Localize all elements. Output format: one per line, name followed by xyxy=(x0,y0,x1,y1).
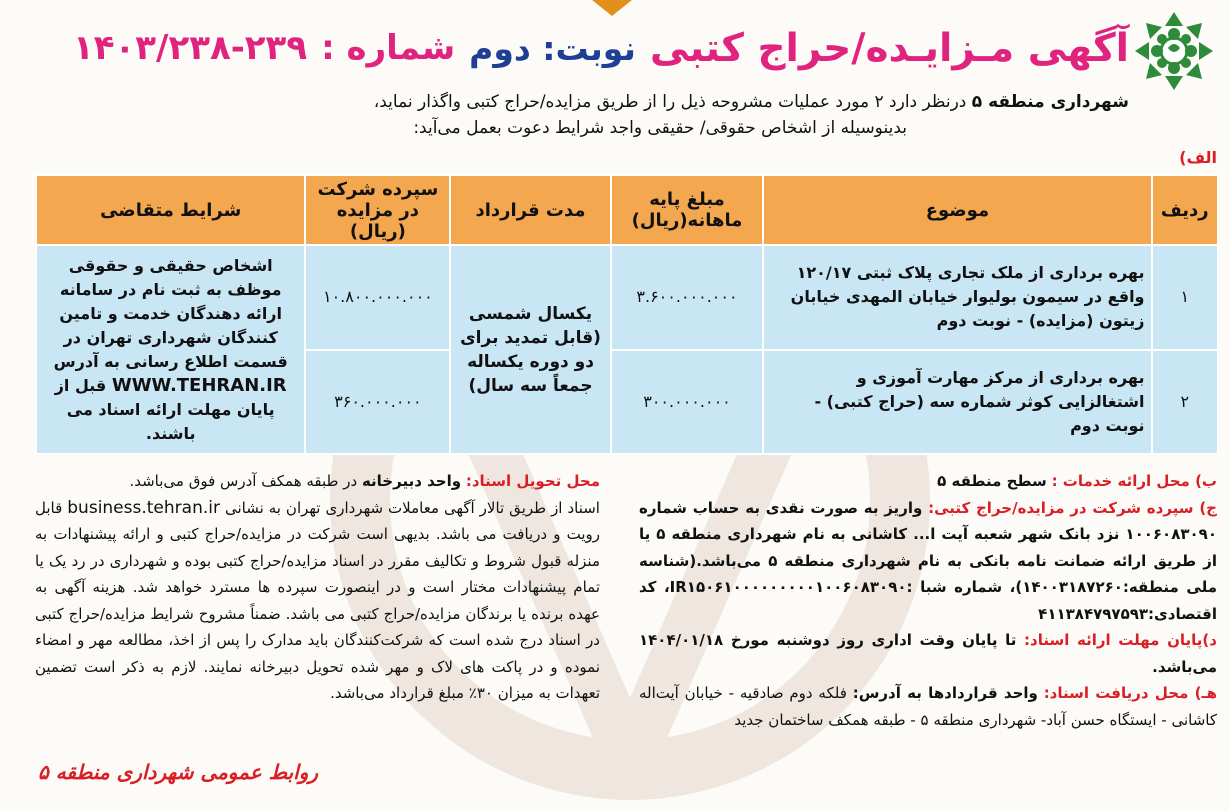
documents-pickup-address: فلکه دوم صادقیه - خیابان آیت‌اله کاشانی - ایستگاه حسن آباد- شهرداری منطقه ۵ - طبقه همکف ساختمان جدید xyxy=(639,684,1217,729)
conditions-tail: قبل از پایان مهلت ارائه اسناد می باشند. xyxy=(54,375,275,443)
contract-duration: یکسال شمسی (قابل تمدید برای دو دوره یکساله جمعاً سه سال) xyxy=(450,245,610,454)
deposit-terms xyxy=(639,495,1217,628)
deadline-label: د)پایان مهلت ارائه اسناد: xyxy=(1024,631,1217,649)
section-a-label: الف) xyxy=(1179,148,1217,167)
row-subject: بهره برداری از مرکز مهارت آموزی و اشتغالزایی کوثر شماره سه (حراج کتبی) - نوبت دوم xyxy=(763,350,1151,455)
terms-column xyxy=(639,468,1217,733)
table-row xyxy=(36,245,1218,350)
service-location-value: سطح منطقه ۵ xyxy=(937,472,1047,490)
col-header-deposit: سپرده شرکت در مزایده (ریال) xyxy=(305,175,450,245)
row-number: ۱ xyxy=(1152,245,1219,350)
deposit-terms-label: ج) سپرده شرکت در مزایده/حراج کتبی: xyxy=(928,498,1217,517)
title-number: ۱۴۰۳/۲۳۸-۲۳۹ xyxy=(73,28,308,68)
row-subject: بهره برداری از ملک تجاری پلاک ثبتی ۱۲۰/۱۷ واقع در سیمون بولیوار خیابان المهدی خیابان زیتون (مزایده) - نوبت دوم xyxy=(763,245,1151,350)
documents-text-body: قابل رویت و دریافت می باشد. بدیهی است شرکت در مزایده/حراج کتبی و ارائه پیشنهادات به منزله قبول شروط و تکالیف مقرر در اسناد مزایده/حراج کتبی بوده و شهرداری در رد یک یا تمام پیشنهادات مختار است و در اینصورت سپرده ها مسترد خواهد شد. هزینه آگهی به عهده برنده یا برندگان مزایده/حراج کتبی می باشد. ضمناً مشروح شرایط مزایده/حراج کتبی در اسناد درج شده است که شرکت‌کنندگان باید مدارک را پس از اخذ، مطالعه مهر و امضاء نموده و در پاکت های لاک و مهر شده تحویل دبیرخانه نمایند. لازم به ذکر است تضمین تعهدات به میزان ۳۰٪ مبلغ قرارداد می‌باشد. xyxy=(35,498,600,702)
intro-text: درنظر دارد ۲ مورد عملیات مشروحه ذیل را از طریق مزایده/حراج کتبی واگذار نماید، xyxy=(373,92,967,112)
conditions-text: اشخاص حقیقی و حقوقی موظف به ثبت نام در سامانه ارائه دهندگان خدمت و تامین کنندگان شهرداری تهران در قسمت اطلاع رسانی به آدرس xyxy=(53,255,288,371)
title-main: آگهی مـزایـده/حراج کتبی xyxy=(649,25,1129,71)
public-relations-signature: روابط عمومی شهرداری منطقه ۵ xyxy=(38,760,319,784)
title-number-label: شماره : xyxy=(321,28,456,68)
service-location xyxy=(639,468,1217,495)
documents-pickup-label: هـ) محل دریافت اسناد: xyxy=(1043,684,1218,702)
tehran-municipality-logo-icon xyxy=(1133,10,1215,92)
top-tab-marker xyxy=(592,0,632,16)
deadline xyxy=(639,627,1217,680)
col-header-row: ردیف xyxy=(1152,175,1219,245)
documents-info-column xyxy=(35,468,600,707)
row-base-price: ۳.۶۰۰.۰۰۰.۰۰۰ xyxy=(611,245,764,350)
row-number: ۲ xyxy=(1152,350,1219,455)
col-header-subject: موضوع xyxy=(763,175,1151,245)
business-portal-link[interactable]: business.tehran.ir xyxy=(67,497,220,518)
documents-text-start: اسناد از طریق تالار آگهی معاملات شهرداری تهران به نشانی xyxy=(224,498,600,517)
col-header-base-price: مبلغ پایه ماهانه(ریال) xyxy=(611,175,764,245)
applicant-conditions xyxy=(36,245,305,454)
row-base-price: ۳۰۰.۰۰۰.۰۰۰ xyxy=(611,350,764,455)
table-header-row xyxy=(36,175,1218,245)
delivery-text: در طبقه همکف آدرس فوق می‌باشد. xyxy=(129,472,358,490)
documents-pickup xyxy=(639,680,1217,733)
intro-paragraph xyxy=(119,88,1129,116)
intro-line-2: بدینوسیله از اشخاص حقوقی/ حقیقی واجد شرایط دعوت بعمل می‌آید: xyxy=(413,118,907,138)
documents-pickup-unit: واحد قراردادها به آدرس: xyxy=(852,684,1038,702)
col-header-conditions: شرایط متقاضی xyxy=(36,175,305,245)
service-location-label: ب) محل ارائه خدمات : xyxy=(1051,472,1217,490)
intro-municipality: شهرداری منطقه ۵ xyxy=(971,92,1129,112)
delivery-label: محل تحویل اسناد: xyxy=(465,472,600,490)
row-deposit: ۳۶۰.۰۰۰.۰۰۰ xyxy=(305,350,450,455)
auction-items-table xyxy=(35,174,1219,455)
title-round: نوبت: دوم xyxy=(469,28,636,68)
deadline-value: تا پایان وقت اداری روز دوشنبه مورخ ۱۴۰۴/۰۱/۱۸ می‌باشد. xyxy=(639,631,1217,676)
col-header-duration: مدت قرارداد xyxy=(450,175,610,245)
deposit-terms-value: واریز به صورت نقدی به حساب شماره ۱۰۰۶۰۸۳۰۹۰ نزد بانک شهر شعبه آیت ا... کاشانی به نام شهرداری منطقه ۵ یا از طریق ارائه ضمانت نامه بانکی به نام شهرداری منطقه ۵ می‌باشد.(شناسه ملی منطقه:۱۴۰۰۳۱۸۷۲۶۰)، شماره شبا :IR۱۵۰۶۱۰۰۰۰۰۰۰۰۰۱۰۰۶۰۸۳۰۹۰، کد اقتصادی:۴۱۱۳۸۴۷۹۷۵۹۳ xyxy=(639,498,1217,623)
tehran-portal-link[interactable]: WWW.TEHRAN.IR xyxy=(111,374,287,396)
ad-title xyxy=(73,18,1129,78)
row-deposit: ۱۰.۸۰۰.۰۰۰.۰۰۰ xyxy=(305,245,450,350)
delivery-unit: واحد دبیرخانه xyxy=(361,472,462,490)
